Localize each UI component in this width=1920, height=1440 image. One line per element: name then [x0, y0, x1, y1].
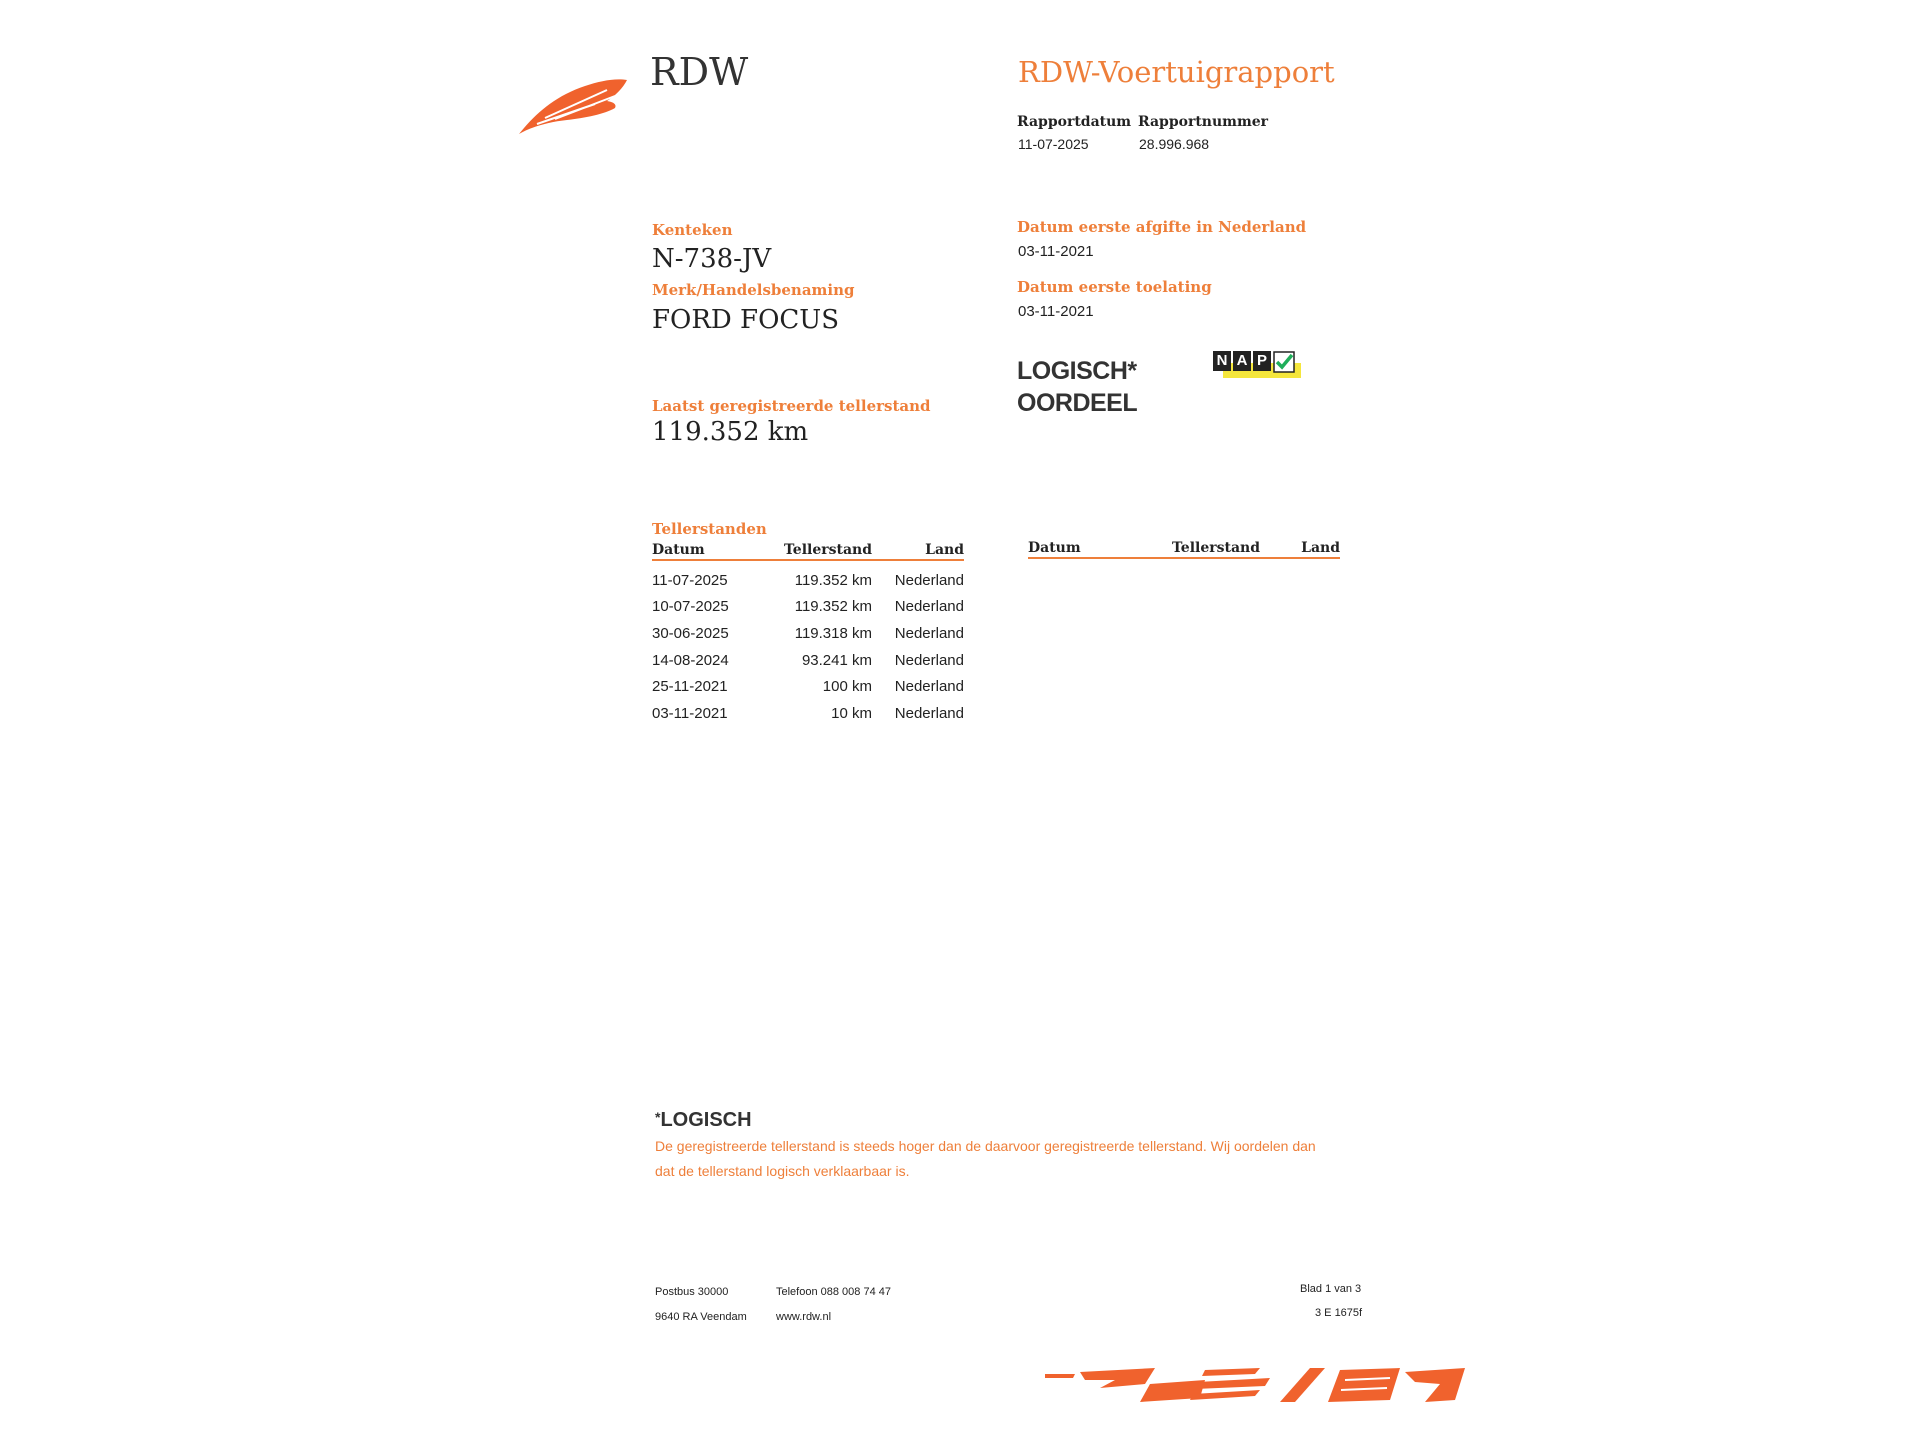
nap-letter-a: A [1233, 351, 1251, 371]
row-odometer: 93.241 km [801, 651, 872, 669]
table-row [652, 673, 964, 700]
plate-value: N-738-JV [652, 244, 772, 274]
report-title: RDW-Voertuigrapport [1018, 55, 1335, 89]
footnote-star: * [655, 1109, 661, 1125]
row-country: Nederland [894, 571, 964, 589]
last-odometer-value: 119.352 km [652, 417, 809, 447]
column-header-country-right: Land [1301, 540, 1340, 556]
decorative-stripes-icon [1045, 1362, 1465, 1404]
row-country: Nederland [894, 704, 964, 722]
row-odometer: 100 km [822, 678, 872, 696]
check-icon [1273, 351, 1295, 373]
report-number-label: Rapportnummer [1138, 114, 1269, 130]
row-date: 30-06-2025 [652, 624, 729, 642]
column-header-country: Land [925, 542, 964, 558]
first-issue-label: Datum eerste afgifte in Nederland [1017, 218, 1307, 236]
verdict-line-1: LOGISCH* [1017, 357, 1137, 385]
report-number-value: 28.996.968 [1139, 136, 1210, 152]
first-admission-label: Datum eerste toelating [1017, 278, 1212, 296]
last-odometer-label: Laatst geregistreerde tellerstand [652, 397, 931, 415]
footnote-title-text: LOGISCH [660, 1109, 752, 1131]
table-row [652, 647, 964, 674]
footnote-title [655, 1109, 752, 1132]
row-country: Nederland [894, 678, 964, 696]
first-issue-value: 03-11-2021 [1018, 243, 1094, 260]
column-header-date-right: Datum [1028, 540, 1081, 556]
row-date: 14-08-2024 [652, 651, 729, 669]
footer-page: Blad 1 van 3 [1300, 1283, 1362, 1295]
row-country: Nederland [894, 651, 964, 669]
row-date: 03-11-2021 [652, 704, 728, 722]
row-country: Nederland [894, 598, 964, 616]
rdw-logo-icon [515, 74, 635, 138]
row-date: 25-11-2021 [652, 678, 728, 696]
first-admission-value: 03-11-2021 [1018, 303, 1094, 320]
report-date-value: 11-07-2025 [1018, 136, 1089, 152]
table-row [652, 594, 964, 621]
nap-letter-p: P [1253, 351, 1271, 371]
row-country: Nederland [894, 624, 964, 642]
row-odometer: 119.352 km [794, 598, 872, 616]
table-row [652, 700, 964, 727]
nap-logo [1213, 351, 1303, 385]
row-odometer: 119.318 km [794, 624, 872, 642]
column-header-odometer-right: Tellerstand [1171, 540, 1260, 556]
odometer-table-right [1028, 540, 1340, 559]
nap-letter-n: N [1213, 351, 1231, 371]
footer-postbus: Postbus 30000 [655, 1286, 729, 1298]
footer-code: 3 E 1675f [1315, 1307, 1363, 1319]
column-header-date: Datum [652, 542, 705, 558]
plate-label: Kenteken [652, 221, 733, 239]
brand-value: FORD FOCUS [652, 305, 840, 335]
brand-label: Merk/Handelsbenaming [652, 281, 855, 299]
footer-city: 9640 RA Veendam [655, 1311, 747, 1323]
verdict-line-2: OORDEEL [1017, 389, 1138, 417]
report-date-label: Rapportdatum [1017, 114, 1132, 130]
footer-website: www.rdw.nl [776, 1311, 832, 1323]
table-header-right [1028, 540, 1340, 559]
row-odometer: 10 km [831, 704, 872, 722]
table-row [652, 567, 964, 594]
footnote-text-line-1: De geregistreerde tellerstand is steeds hoger dan de daarvoor geregistreerde tellerstand. Wij oordelen dan [655, 1138, 1316, 1154]
row-odometer: 119.352 km [794, 571, 872, 589]
odometer-table [652, 542, 964, 727]
row-date: 10-07-2025 [652, 598, 729, 616]
org-name: RDW [650, 50, 749, 94]
footnote-text-line-2: dat de tellerstand logisch verklaarbaar is. [655, 1163, 910, 1179]
footer-phone: Telefoon 088 008 74 47 [776, 1286, 891, 1298]
column-header-odometer: Tellerstand [783, 542, 872, 558]
odometer-table-title: Tellerstanden [652, 520, 767, 538]
row-date: 11-07-2025 [652, 571, 728, 589]
table-row [652, 620, 964, 647]
table-header [652, 542, 964, 561]
